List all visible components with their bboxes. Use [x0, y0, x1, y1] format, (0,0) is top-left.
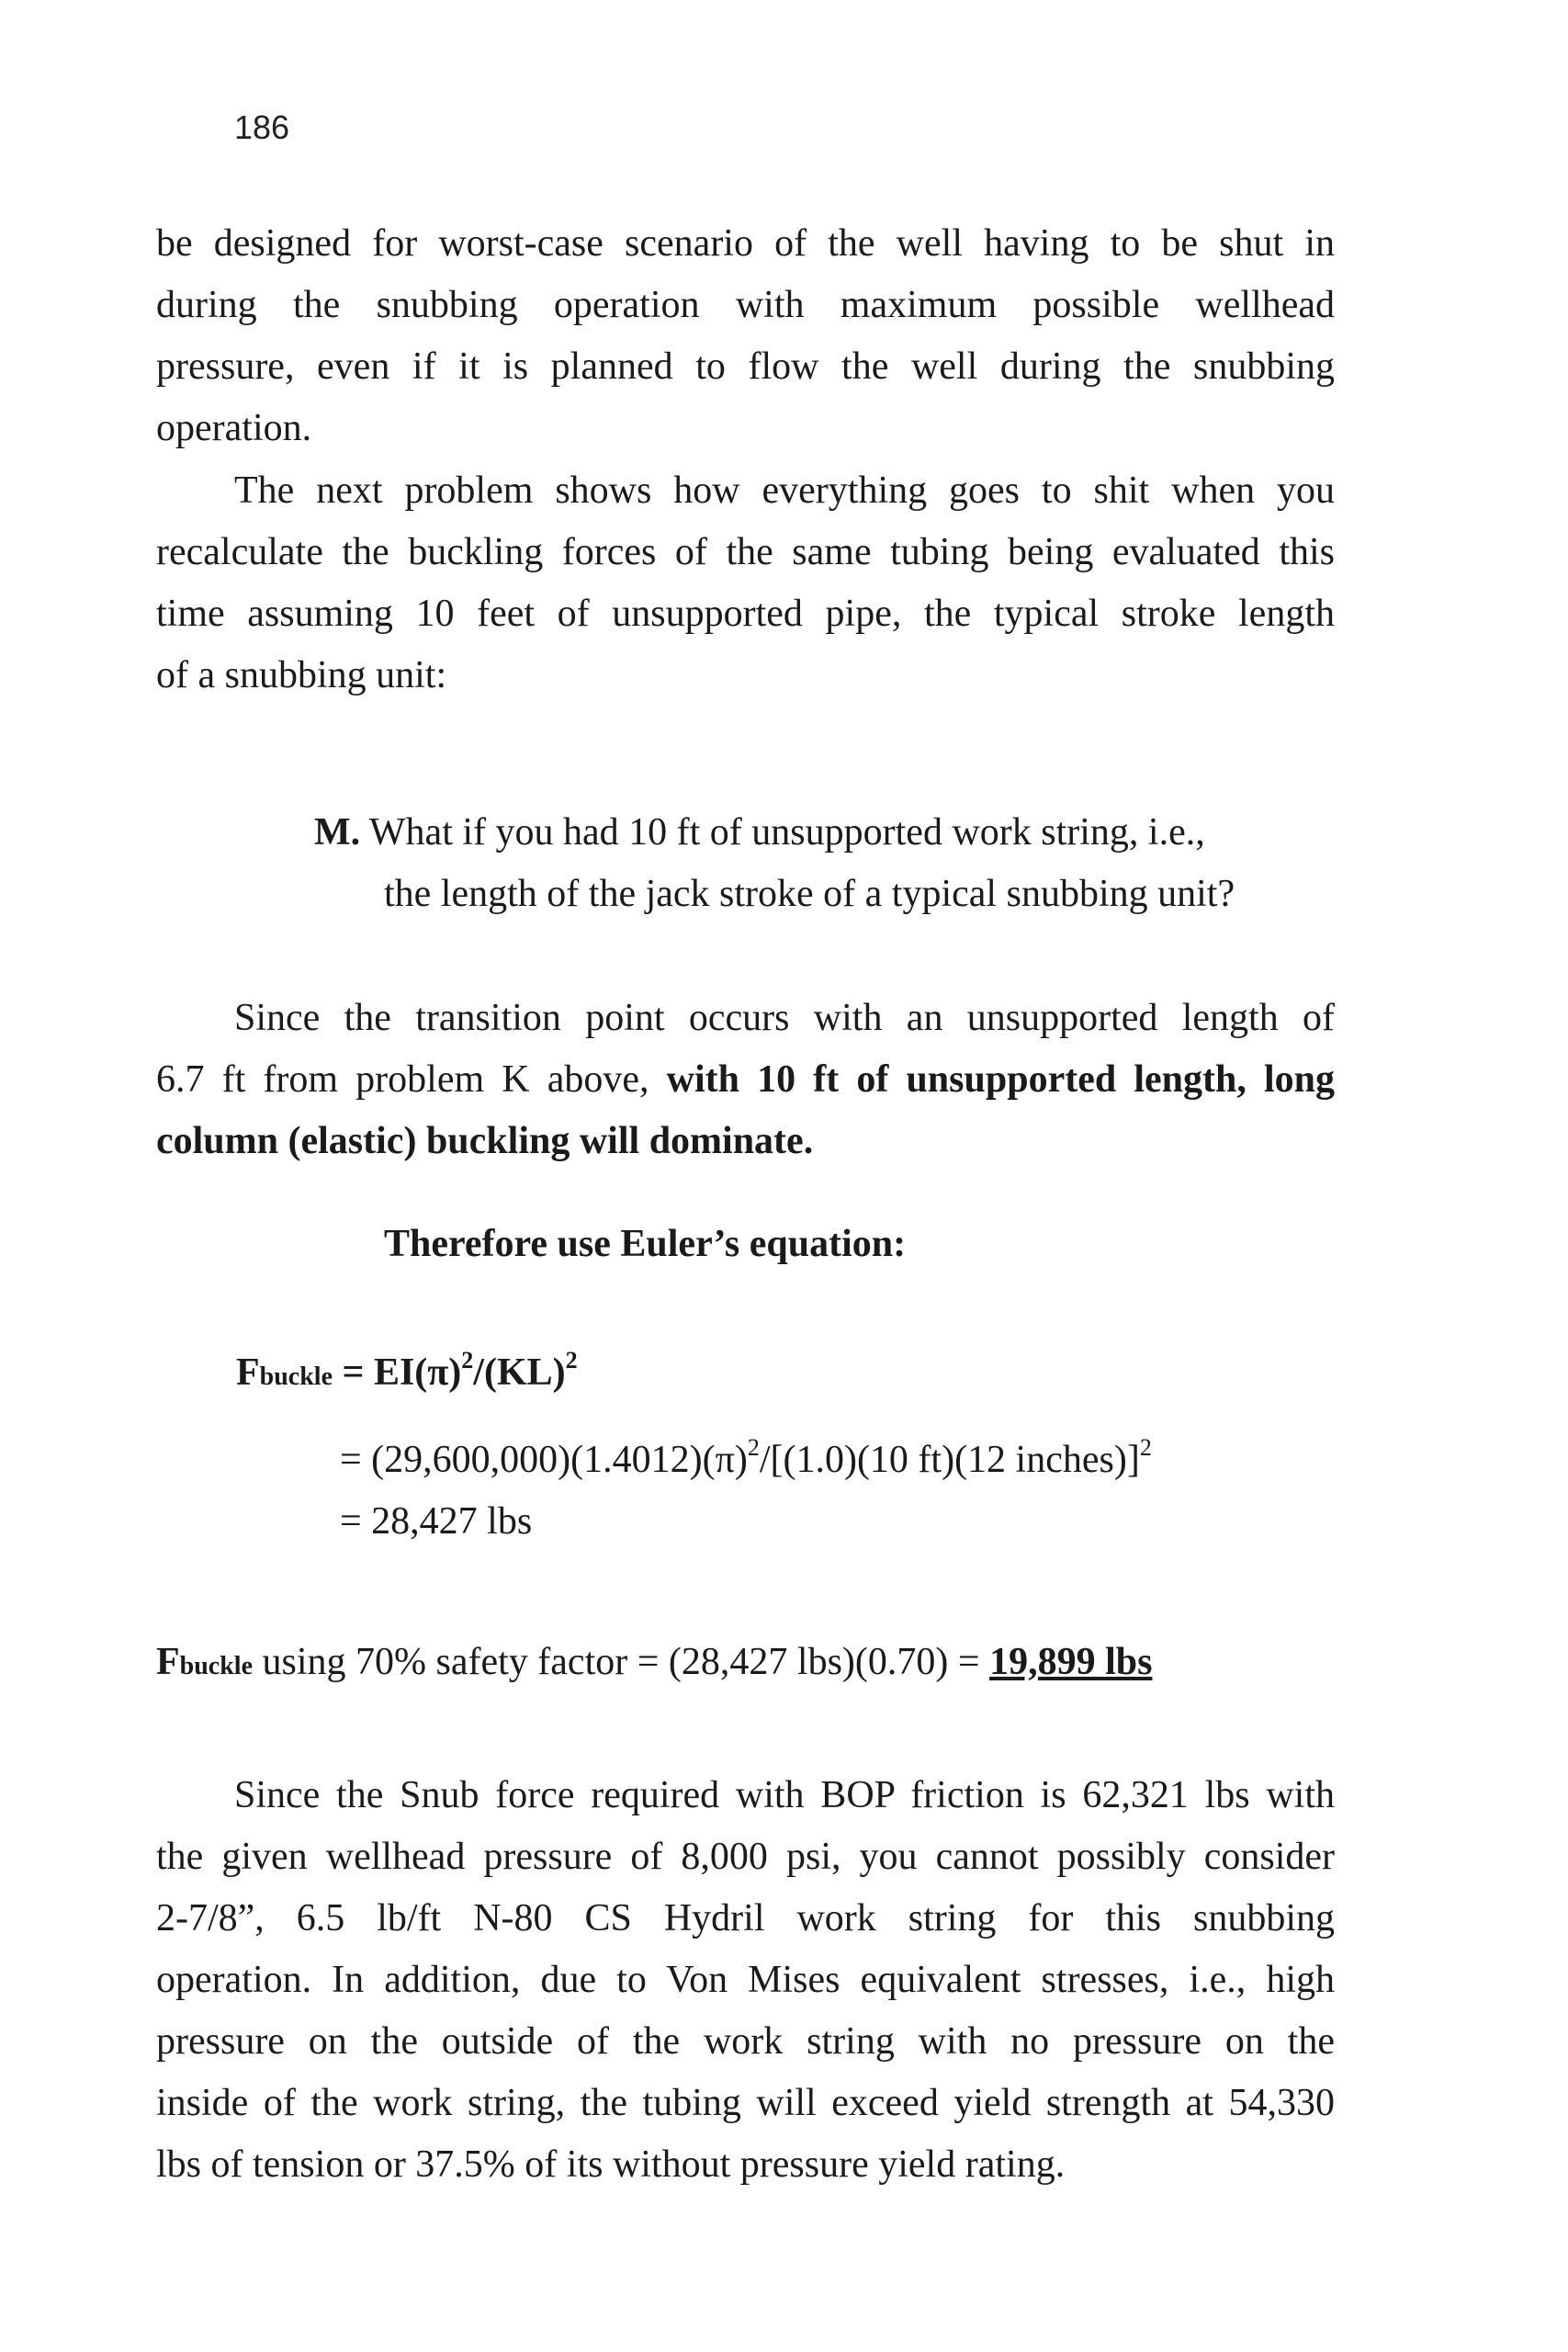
safety-text: using 70% safety factor = (28,427 lbs)(0.70) = — [253, 1641, 990, 1683]
paragraph-3-line — [156, 1049, 1335, 1111]
paragraph-3-line — [156, 1111, 1335, 1172]
paragraph-4-line: pressure on the outside of the work string with no pressure on the — [156, 2020, 1335, 2063]
paragraph-2-line: time assuming 10 feet of unsupported pipe, the typical stroke length — [156, 593, 1335, 635]
exponent: 2 — [1139, 1434, 1152, 1461]
therefore-heading: Therefore use Euler’s equation: — [384, 1223, 907, 1265]
paragraph-2 — [156, 460, 1335, 707]
paragraph-4-line: inside of the work string, the tubing will exceed yield strength at 54,330 — [156, 2082, 1335, 2124]
question-label: M. — [314, 811, 361, 854]
question-m — [314, 802, 1325, 925]
page-number: 186 — [234, 108, 290, 146]
paragraph-3-normal: 6.7 ft from problem K above, — [156, 1058, 667, 1101]
paragraph-4-line: the given wellhead pressure of 8,000 psi, you cannot possibly consider — [156, 1836, 1335, 1878]
equation-rhs-a: = EI(π) — [333, 1351, 462, 1394]
paragraph-1-line: during the snubbing operation with maximum possible wellhead — [156, 284, 1335, 326]
substitution-a: = (29,600,000)(1.4012)(π) — [340, 1439, 748, 1481]
paragraph-2-line: of a snubbing unit: — [156, 654, 447, 696]
paragraph-4 — [156, 1765, 1335, 2196]
paragraph-3-line: Since the transition point occurs with an unsupported length of — [234, 997, 1335, 1039]
paragraph-4-line: lbs of tension or 37.5% of its without pressure yield rating. — [156, 2143, 1066, 2186]
exponent: 2 — [461, 1347, 474, 1374]
equation-result: = 28,427 lbs — [340, 1500, 533, 1543]
paragraph-1-line: be designed for worst-case scenario of the well having to be shut in — [156, 222, 1335, 265]
equation-substitution — [340, 1434, 1152, 1482]
paragraph-2-line: recalculate the buckling forces of the same tubing being evaluated this — [156, 531, 1335, 573]
euler-equation — [236, 1347, 578, 1395]
paragraph-3-bold: with 10 ft of unsupported length, long — [666, 1058, 1335, 1101]
exponent: 2 — [565, 1347, 578, 1374]
paragraph-3 — [156, 988, 1335, 1172]
equation-rhs-b: /(KL) — [473, 1351, 566, 1394]
force-subscript: buckle — [179, 1652, 254, 1680]
paragraph-2-line: The next problem shows how everything goes to shit when you — [234, 469, 1335, 512]
question-text-1: What if you had 10 ft of unsupported work string, i.e., — [368, 811, 1205, 854]
paragraph-1 — [156, 213, 1335, 459]
paragraph-1-line: pressure, even if it is planned to flow the well during the snubbing — [156, 345, 1335, 388]
paragraph-4-line: 2-7/8”, 6.5 lb/ft N-80 CS Hydril work string for this snubbing — [156, 1897, 1335, 1939]
question-line-1 — [314, 802, 1325, 864]
safety-factor-line — [156, 1640, 1152, 1684]
paragraph-4-line: operation. In addition, due to Von Mises equivalent stresses, i.e., high — [156, 1959, 1335, 2001]
safety-result: 19,899 lbs — [989, 1641, 1153, 1683]
paragraph-3-bold-end: column (elastic) buckling will dominate. — [156, 1120, 814, 1162]
force-subscript: buckle — [259, 1363, 333, 1391]
paragraph-4-line: Since the Snub force required with BOP friction is 62,321 lbs with — [234, 1774, 1335, 1816]
paragraph-1-line: operation. — [156, 407, 312, 449]
substitution-b: /[(1.0)(10 ft)(12 inches)] — [759, 1439, 1140, 1481]
question-line-2: the length of the jack stroke of a typical snubbing unit? — [384, 873, 1235, 915]
force-symbol: F — [156, 1641, 180, 1683]
exponent: 2 — [747, 1434, 760, 1461]
force-symbol: F — [236, 1351, 260, 1394]
